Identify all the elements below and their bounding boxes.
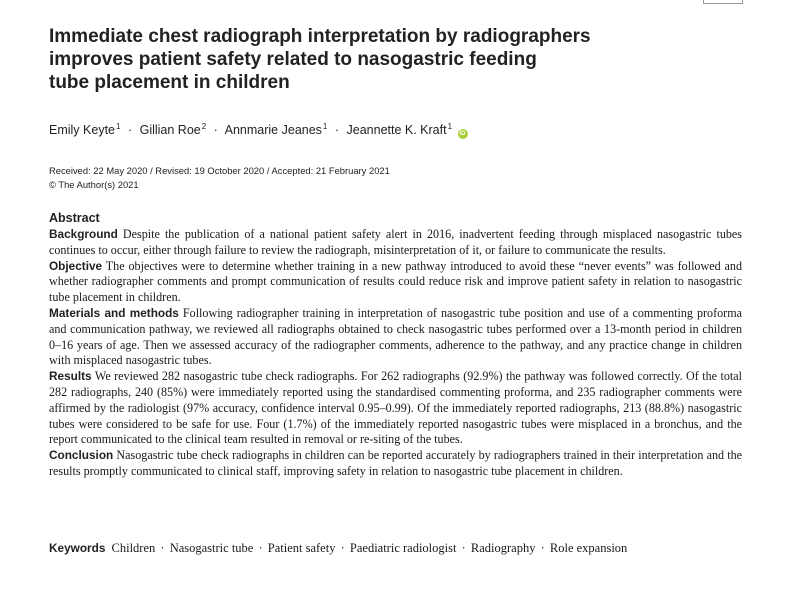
orcid-icon[interactable]: iD — [459, 131, 466, 137]
abstract-heading: Abstract — [49, 211, 100, 225]
section-text: Nasogastric tube check radiographs in children can be reported accurately by radiographers trained in their interpretation and the results promptly communicated to clinical staff, improving safety in relation to nasogastric tube placement in children. — [49, 448, 742, 478]
author-name: Jeannette K. Kraft — [346, 123, 447, 137]
section-text: We reviewed 282 nasogastric tube check radiographs. For 262 radiographs (92.9%) the pathway was followed correctly. Of the total 282 radiographs, 240 (85%) were immediately reported using the standardised commenting proforma, and 235 radiographer comments were affirmed by the radiologist (97% accuracy, confidence interval 0.95–0.99). Of the immediately reported radiographs, 213 (88.8%) nasogastric tubes were considered to be safe for use. Four (1.7%) of the immediately reported nasogastric tubes were misplaced in a bronchus, and the report communicated to the clinical team resulted in removal or re-siting of the tubes. — [49, 369, 742, 447]
page-corner-box — [703, 0, 743, 4]
author-affiliation: 1 — [116, 122, 121, 131]
author-name: Emily Keyte — [49, 123, 115, 137]
keywords-label: Keywords — [49, 541, 106, 555]
article-dates — [49, 164, 390, 192]
author-affiliation: 2 — [201, 122, 207, 131]
keyword: Nasogastric tube — [169, 541, 254, 555]
keyword: Patient safety — [267, 541, 336, 555]
author-name: Gillian Roe — [139, 123, 201, 137]
section-text: Despite the publication of a national patient safety alert in 2016, inadvertent feeding through misplaced nasogastric tubes continues to occur, either through failure to review the radiograph, misinterpretation of it, or failure to communicate the results. — [49, 227, 742, 257]
author-list — [49, 122, 468, 139]
section-text: The objectives were to determine whether training in a new pathway introduced to avoid these “never events” was followed and whether radiographer comments and prompt communication of results could reduce risk and improve patient safety in relation to nasogastric tube placement in children. — [49, 258, 742, 305]
abstract-results — [49, 369, 742, 448]
received-revised-accepted: Received: 22 May 2020 / Revised: 19 October 2020 / Accepted: 21 February 2021 — [49, 165, 390, 176]
keyword: Children — [111, 541, 156, 555]
title-line: tube placement in children — [49, 72, 290, 93]
keyword-separator: · — [540, 541, 545, 555]
author-separator: · — [213, 123, 218, 137]
section-label: Background — [49, 227, 118, 241]
section-label: Materials and methods — [49, 305, 179, 320]
keywords — [49, 541, 627, 556]
abstract-background — [49, 227, 742, 259]
keyword-separator: · — [461, 541, 466, 555]
section-label: Objective — [49, 258, 103, 273]
author-separator: · — [334, 123, 340, 137]
keyword-separator: · — [258, 541, 263, 555]
title-line: Immediate chest radiograph interpretation by radiographers — [49, 26, 591, 47]
abstract-methods — [49, 306, 742, 369]
author-affiliation: 1 — [322, 122, 328, 131]
section-text: Following radiographer training in interpretation of nasogastric tube position and use of a commenting proforma and communication pathway, we reviewed all radiographs obtained to check nasogastric tubes performed over a 13-month period in children 0–16 years of age. Then we assessed accuracy of the radiographer comments, adherence to the pathway, and any practice change in children with misplaced nasogastric tubes. — [49, 305, 742, 368]
author-name: Annmarie Jeanes — [224, 123, 322, 137]
keyword: Paediatric radiologist — [349, 541, 457, 555]
abstract-objective — [49, 259, 742, 306]
author-separator: · — [127, 123, 133, 137]
copyright-notice: © The Author(s) 2021 — [49, 179, 139, 190]
keyword: Role expansion — [549, 541, 628, 555]
section-label: Conclusion — [49, 448, 114, 463]
section-label: Results — [49, 369, 92, 384]
keyword-separator: · — [160, 541, 165, 555]
author-affiliation: 1 — [447, 122, 453, 131]
article-title — [49, 25, 689, 94]
keyword: Radiography — [470, 541, 536, 555]
keyword-separator: · — [340, 541, 345, 555]
title-line: improves patient safety related to nasogastric feeding — [49, 49, 537, 70]
abstract-conclusion — [49, 448, 742, 480]
abstract-body — [49, 227, 742, 480]
